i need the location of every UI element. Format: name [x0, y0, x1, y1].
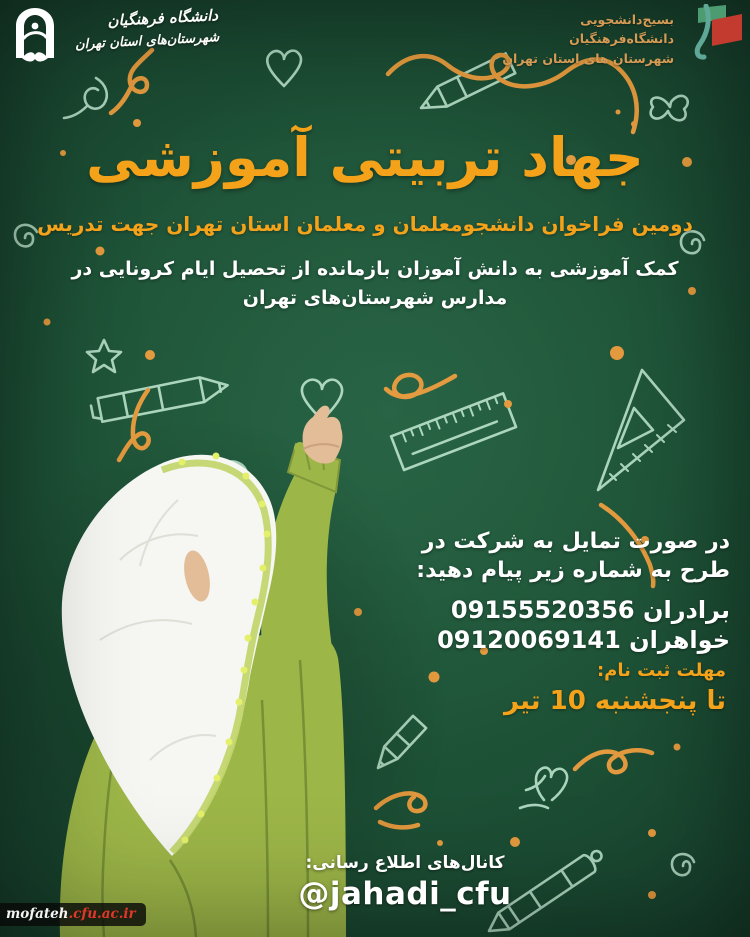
sisters-phone-number: 09120069141: [437, 626, 621, 655]
sisters-label: خواهران: [629, 626, 730, 655]
basij-flags-logo-icon: [682, 4, 744, 60]
poster-subtitle: دومین فراخوان دانشجومعلمان و معلمان استان تهران جهت تدریس: [37, 212, 693, 236]
chalk-spiral-bottom-icon: [672, 854, 694, 875]
chalk-tulip-top-left-icon: [64, 78, 107, 118]
deadline-block: [504, 660, 726, 716]
chalk-ruler-icon: [391, 393, 516, 470]
poster-title: جهاد تربیتی آموزشی: [86, 126, 644, 189]
university-name: [69, 6, 219, 53]
sisters-phone-row: [416, 625, 730, 655]
basij-header: [502, 4, 744, 68]
contact-block: [416, 527, 730, 655]
contact-intro-line2: طرح به شماره زیر پیام دهید:: [416, 558, 730, 584]
university-header: [8, 6, 219, 64]
brothers-phone-row: [416, 595, 730, 625]
university-name-line1: دانشگاه فرهنگیان: [107, 6, 219, 30]
brothers-phone-number: 09155520356: [450, 596, 635, 625]
deadline-label: مهلت ثبت نام:: [596, 660, 726, 681]
chalk-star-icon: [87, 340, 121, 372]
footer-website-url: [0, 903, 146, 926]
orange-ribbon-mid: [386, 375, 455, 397]
chalk-pencil-left-icon: [90, 372, 230, 423]
basij-line2: دانشگاه‌فرهنگیان: [569, 31, 674, 47]
description-line2: مدارس شهرستان‌های تهران: [242, 287, 508, 310]
chalk-set-square-icon: [598, 370, 684, 490]
basij-line1: بسیج‌دانشجویی: [580, 12, 674, 27]
basij-caption: [502, 10, 674, 68]
brothers-label: برادران: [642, 596, 730, 625]
channels-label: کانال‌های اطلاع رسانی:: [305, 853, 505, 873]
chalk-clover-icon: [651, 96, 688, 120]
instagram-handle: @jahadi_cfu: [298, 876, 512, 912]
contact-intro-line1: در صورت تمایل به شرکت در: [421, 529, 730, 554]
orange-ribbon-below-deadline: [575, 750, 652, 772]
chalk-tulip-bottom-icon: [520, 768, 567, 808]
deadline-value: تا پنجشنبه 10 تیر: [504, 686, 726, 716]
basij-line3: شهرستان های استان تهران: [502, 50, 674, 66]
chalk-heart-icon: [267, 51, 301, 86]
farhangian-university-logo-icon: [8, 6, 62, 64]
chalk-pencil-top-icon: [416, 53, 516, 117]
description-line1: کمک آموزشی به دانش آموزان بازمانده از تحصیل ایام کرونایی در: [71, 258, 679, 280]
channels-block: [250, 853, 560, 912]
footer-url-name: mofateh: [6, 906, 69, 922]
university-name-line2: شهرستان‌های استان تهران: [74, 30, 220, 53]
poster-description: [30, 255, 720, 314]
footer-url-domain: .cfu.ac.ir: [68, 906, 136, 922]
contact-phones: [416, 595, 730, 655]
